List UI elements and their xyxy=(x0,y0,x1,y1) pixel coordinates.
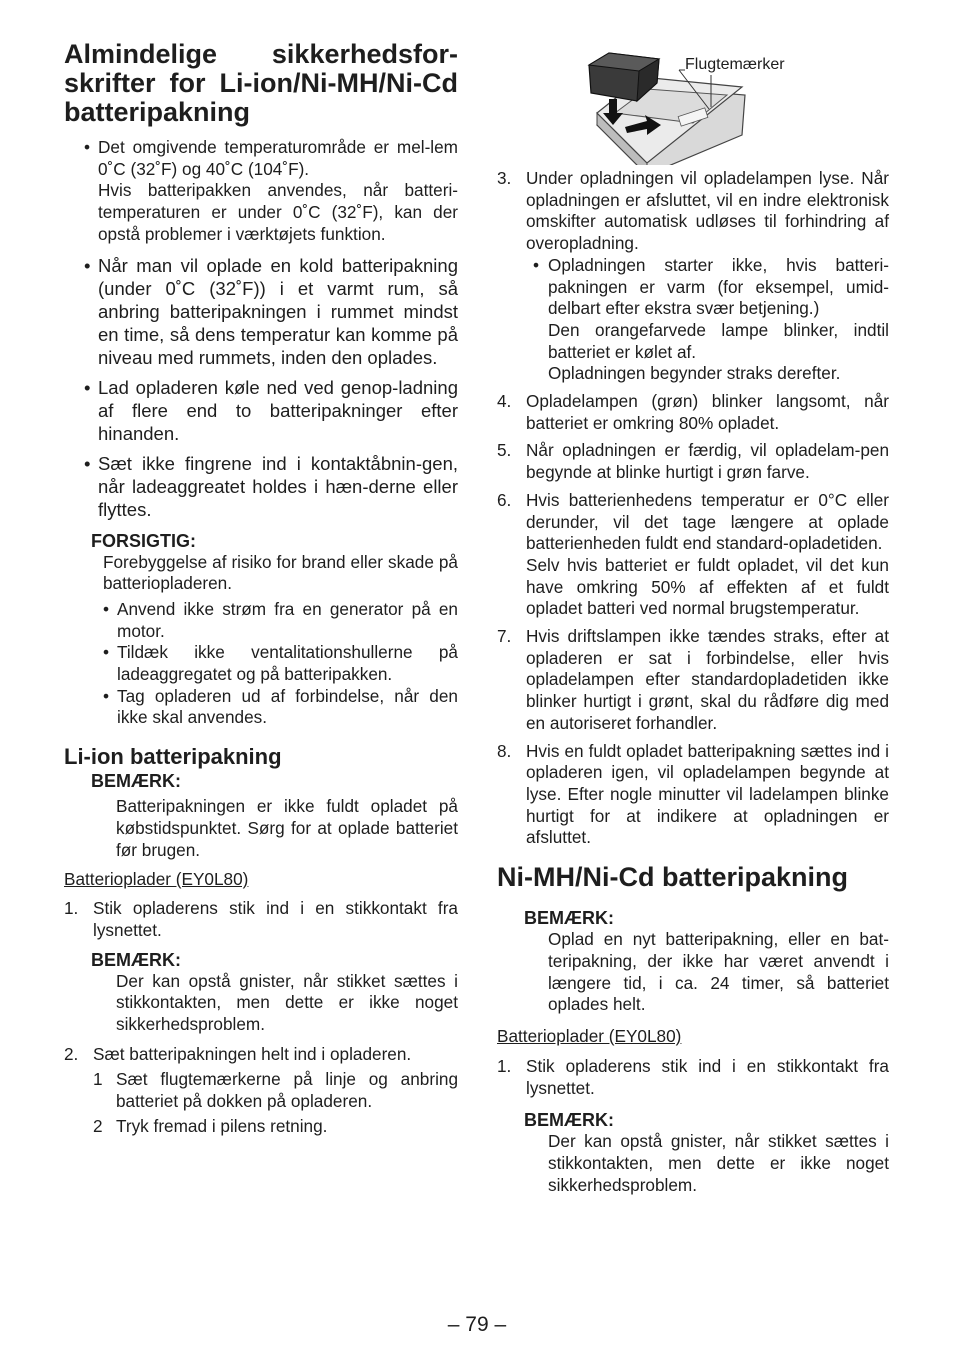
substep-text: Tryk fremad i pilens retning. xyxy=(116,1115,328,1136)
step-text: Under opladningen vil opladelampen lyse. Når opladningen er afsluttet, vil en indre elektronisk omskifter automatisk udløses til forhindring af overopladning. xyxy=(526,168,889,254)
substep-number: 2 xyxy=(93,1115,103,1136)
safety-bullet-list xyxy=(64,137,458,521)
caution-item xyxy=(103,642,458,685)
caution-item xyxy=(103,599,458,642)
step-text: Sæt batteripakningen helt ind i opladeren. xyxy=(93,1043,412,1064)
safety-bullet-cool-down xyxy=(84,376,458,445)
caution-intro: Forebyggelse af risiko for brand eller skade på batteriopladeren. xyxy=(103,551,458,594)
page-number: – 79 – xyxy=(447,1313,507,1336)
liion-note-label: BEMÆRK: xyxy=(91,771,181,792)
caution-item-text: • Anvend ikke strøm fra en generator på en motor. xyxy=(117,598,458,641)
nimh-note-label: BEMÆRK: xyxy=(524,908,614,929)
safety-bullet-cold-battery xyxy=(84,254,458,369)
charging-step-3 xyxy=(497,168,889,385)
caution-item-text: • Tildæk ikke ventalitationshullerne på ladeaggregatet og på batteripakken. xyxy=(117,642,458,685)
left-column xyxy=(64,40,458,1138)
charger-model-link: Batterioplader (EY0L80) xyxy=(64,869,249,890)
bullet-text: • Lad opladeren køle ned ved genop-ladning af flere end to batteripakninger efter hinanden. xyxy=(98,376,458,444)
substep-text: Sæt flugtemærkerne på linje og anbring batteriet på dokken på opladeren. xyxy=(116,1069,458,1112)
safety-bullet-temperature xyxy=(84,137,458,246)
sub-text: Den orangefarvede lampe blinker, indtil batteriet er kølet af. xyxy=(548,319,889,362)
liion-step-1 xyxy=(64,898,458,941)
bullet-text: • Når man vil oplade en kold batteripakning (under 0˚C (32˚F)) i et varmt rum, så anbring batteripakningen i rummet mindst en time, så dens temperatur kan komme på niveau med rummets, inden den oplades. xyxy=(98,254,458,368)
charging-step-6 xyxy=(497,490,889,620)
bullet-text: Hvis batteripakken anvendes, når batteri-temperaturen er under 0˚C (32˚F), kan der opstå problemer i værktøjets funktion. xyxy=(98,180,458,244)
step-text: Hvis batterienhedens temperatur er 0°C eller derunder, vil det tage længere at oplade batterienheden fuldt end standard-opladetiden. xyxy=(526,489,889,554)
liion-substep xyxy=(93,1116,458,1138)
bullet-text: • Sæt ikke fingrene ind i kontaktåbnin-gen, når ladeaggreatet holdes i hæn-derne eller flyttes. xyxy=(98,452,458,520)
step-number: 2. xyxy=(64,1043,79,1064)
charging-step-7 xyxy=(497,626,889,735)
liion-note-text: Batteripakningen er ikke fuldt opladet på købstidspunktet. Sørg for at oplade batteriet før brugen. xyxy=(116,796,458,860)
step-number: 4. xyxy=(497,391,512,412)
caution-label: FORSIGTIG: xyxy=(91,530,196,551)
liion-heading: Li-ion batteripakning xyxy=(64,744,282,770)
charger-illustration xyxy=(497,15,889,165)
step-number: 7. xyxy=(497,626,512,647)
bullet-text: • Det omgivende temperaturområde er mel-lem 0˚C (32˚F) og 40˚C (104˚F). xyxy=(98,137,458,179)
liion-substep xyxy=(93,1069,458,1112)
nimh-charger-model-link: Batterioplader (EY0L80) xyxy=(497,1025,682,1046)
liion-step-2 xyxy=(64,1044,458,1066)
step-number: 1. xyxy=(64,898,79,919)
step-3-sub-bullet xyxy=(533,255,889,385)
liion-step1-note-text: Der kan opstå gnister, når stikket sættes i stikkontakten, men dette er ikke noget sikkerhedsproblem. xyxy=(116,970,458,1035)
safety-bullet-fingers xyxy=(84,452,458,521)
caution-item-text: • Tag opladeren ud af forbindelse, når den ikke skal anvendes. xyxy=(117,685,458,728)
step-number: 1. xyxy=(497,1055,512,1076)
sub-text: Opladningen begynder straks derefter. xyxy=(548,363,841,384)
step-number: 6. xyxy=(497,489,512,510)
nimh-step-1 xyxy=(497,1056,889,1099)
nimh-step1-note-label: BEMÆRK: xyxy=(524,1110,614,1131)
liion-substeps xyxy=(64,1069,458,1137)
caution-item xyxy=(103,686,458,729)
step-text: Opladelampen (grøn) blinker langsomt, når batteriet er omkring 80% opladet. xyxy=(526,391,889,433)
charging-step-4 xyxy=(497,391,889,434)
step-text: Hvis driftslampen ikke tændes straks, efter at opladeren er sat i forbindelse, eller hvis opladelampen efter standardopladetiden ikke blinker hurtigt i grønt, skal du rådføre dig med en autoriseret forhandler. xyxy=(526,626,889,733)
substep-number: 1 xyxy=(93,1069,103,1090)
step-number: 5. xyxy=(497,440,512,461)
alignment-marks-label: Flugtemærker xyxy=(685,56,785,73)
step-text: Stik opladerens stik ind i en stikkontakt fra lysnettet. xyxy=(93,898,458,940)
step-number: 8. xyxy=(497,740,512,761)
charging-step-5 xyxy=(497,440,889,483)
liion-step1-note-label: BEMÆRK: xyxy=(91,949,181,970)
nimh-note-text: Oplad en nyt batteripakning, eller en bat-teripakning, der ikke har været anvendt i længere tid, i ca. 24 timer, så batteriet oplades helt. xyxy=(548,929,889,1015)
sub-text: • Opladningen starter ikke, hvis batteri-pakningen er varm (for eksempel, umid-delbart efter ekstra svær betjening.) xyxy=(548,254,889,319)
step-text: Stik opladerens stik ind i en stikkontakt fra lysnettet. xyxy=(526,1055,889,1098)
step-text: Hvis en fuldt opladet batteripakning sættes ind i opladeren igen, vil opladelampen begynde at lyse. Efter nogle minutter vil ladelampen blinke hurtigt for at indikere at opladningen er afsluttet. xyxy=(526,740,889,848)
nimh-heading: Ni-MH/Ni-Cd batteripakning xyxy=(497,862,848,893)
charging-step-8 xyxy=(497,741,889,850)
caution-block xyxy=(64,530,458,730)
nimh-step1-note-text: Der kan opstå gnister, når stikket sættes i stikkontakten, men dette er ikke noget sikkerhedsproblem. xyxy=(548,1131,889,1195)
section-heading-general-safety: Almindelige sikkerhedsfor-skrifter for Li-ion/Ni-MH/Ni-Cd batteripakning xyxy=(64,39,458,127)
step-text-2: Selv hvis batteriet er fuldt opladet, vil det kun have omkring 50% af effekten af et fuldt opladet batteri ved normal brugstemperatur. xyxy=(526,554,889,619)
right-column xyxy=(497,15,889,1196)
step-number: 3. xyxy=(497,168,512,188)
charger-drawing xyxy=(497,15,889,165)
step-text: Når opladningen er færdig, vil opladelam-pen begynde at blinke hurtigt i grøn farve. xyxy=(526,440,889,483)
caution-list xyxy=(91,599,458,729)
